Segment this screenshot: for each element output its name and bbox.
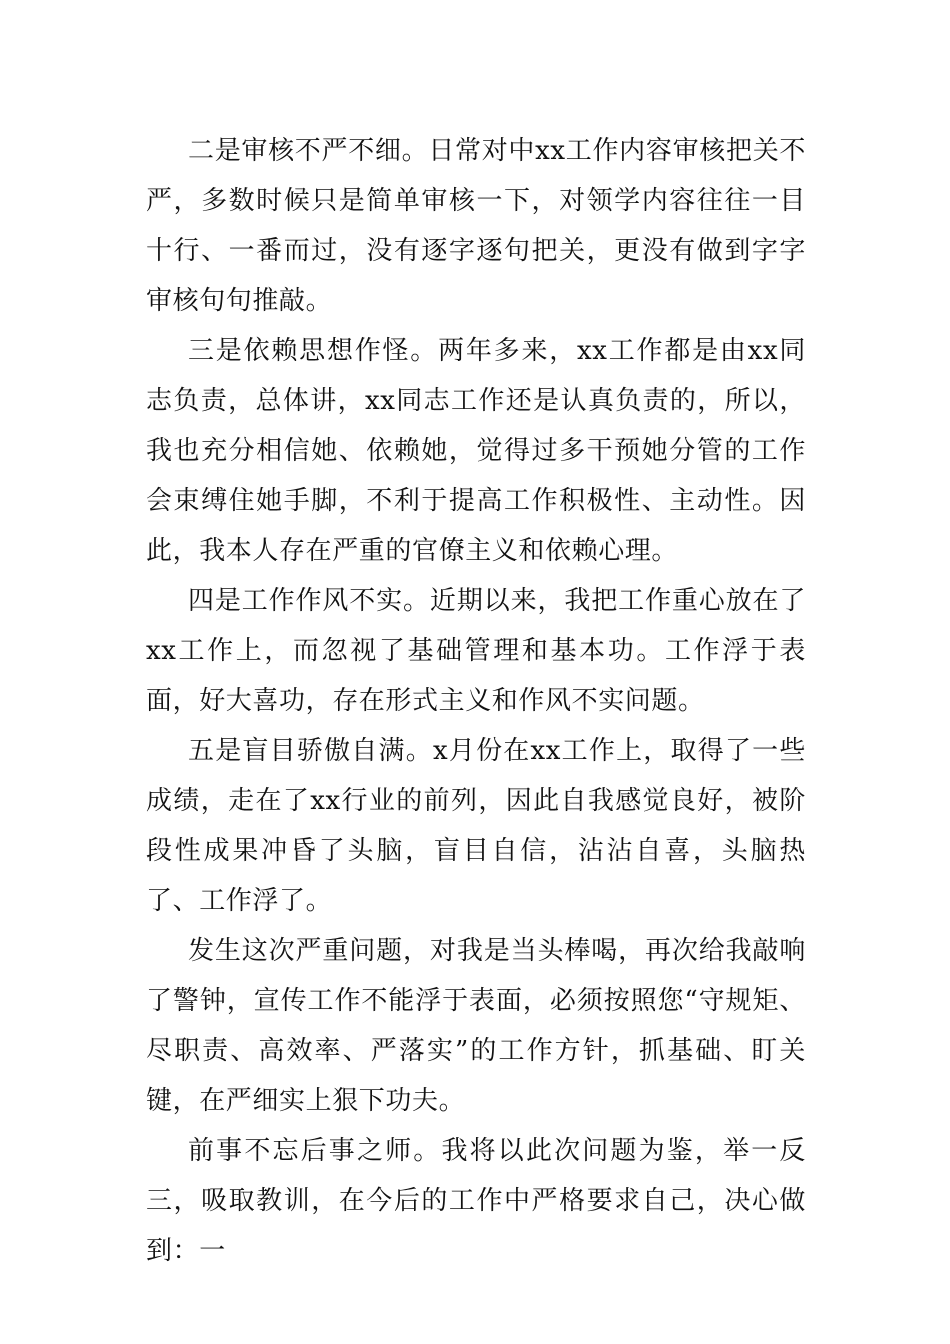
document-body bbox=[146, 126, 806, 1276]
paragraph-audit: 二是审核不严不细。日常对中xx工作内容审核把关不严，多数时候只是简单审核一下，对领学内容往往一目十行、一番而过，没有逐字逐句把关，更没有做到字字审核句句推敲。 bbox=[146, 136, 806, 316]
paragraph-complacency: 五是盲目骄傲自满。x月份在xx工作上，取得了一些成绩，走在了xx行业的前列，因此自我感觉良好，被阶段性成果冲昏了头脑，盲目自信，沾沾自喜，头脑热了、工作浮了。 bbox=[146, 736, 806, 916]
paragraph-warning: 发生这次严重问题，对我是当头棒喝，再次给我敲响了警钟，宣传工作不能浮于表面，必须按照您“守规矩、尽职责、高效率、严落实”的工作方针，抓基础、盯关键，在严细实上狠下功夫。 bbox=[146, 936, 806, 1116]
paragraph-work-style: 四是工作作风不实。近期以来，我把工作重心放在了xx工作上，而忽视了基础管理和基本功。工作浮于表面，好大喜功，存在形式主义和作风不实问题。 bbox=[146, 586, 806, 716]
paragraph-lesson: 前事不忘后事之师。我将以此次问题为鉴，举一反三，吸取教训，在今后的工作中严格要求自己，决心做到：一 bbox=[146, 1136, 806, 1266]
paragraph-dependence: 三是依赖思想作怪。两年多来，xx工作都是由xx同志负责，总体讲，xx同志工作还是认真负责的，所以，我也充分相信她、依赖她，觉得过多干预她分管的工作会束缚住她手脚，不利于提高工作积极性、主动性。因此，我本人存在严重的官僚主义和依赖心理。 bbox=[146, 336, 806, 566]
